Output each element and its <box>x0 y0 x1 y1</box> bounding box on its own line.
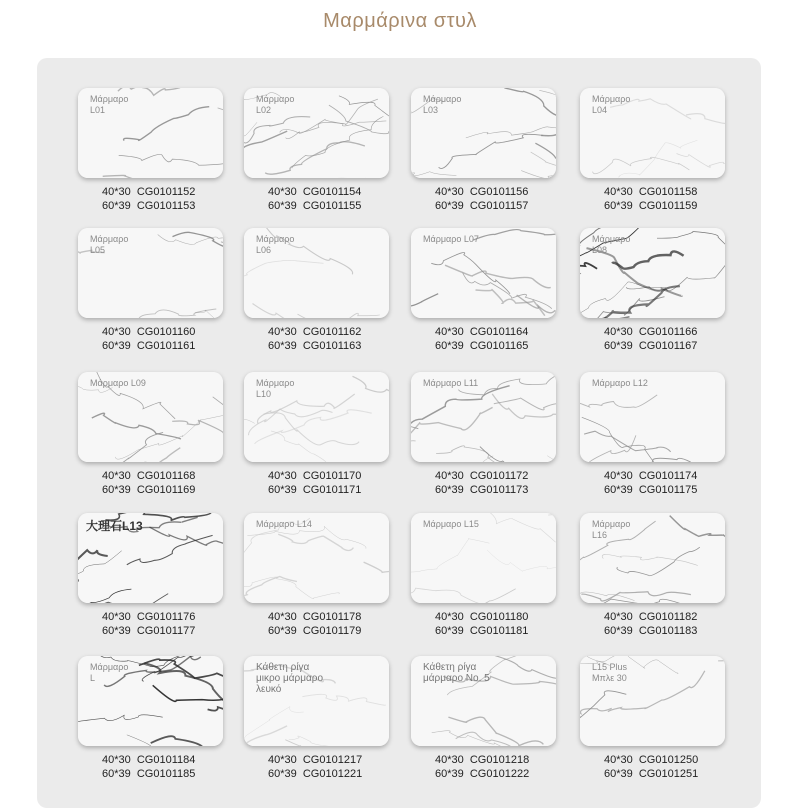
marble-swatch-image <box>411 656 556 746</box>
tile-label: Μάρμαρο L06 <box>256 234 295 255</box>
marble-swatch-image <box>411 88 556 178</box>
tile-label: Μάρμαρο L10 <box>256 378 295 399</box>
code-60x39: 60*39 CG0101251 <box>604 768 699 780</box>
marble-tile[interactable] <box>78 228 223 353</box>
marble-tile[interactable] <box>411 228 556 353</box>
tile-label: L15 Plus Μπλε 30 <box>592 662 628 683</box>
product-codes <box>604 610 734 638</box>
product-codes <box>102 753 232 781</box>
marble-tile[interactable] <box>244 88 389 213</box>
code-60x39: 60*39 CG0101153 <box>102 200 196 212</box>
code-40x30: 40*30 CG0101172 <box>435 470 529 482</box>
tile-label: Μάρμαρο L03 <box>423 94 462 115</box>
product-codes <box>102 185 232 213</box>
tile-label: Μάρμαρο L12 <box>592 378 648 388</box>
marble-tile[interactable] <box>78 656 223 781</box>
tile-label: Μάρμαρο L04 <box>592 94 631 115</box>
code-60x39: 60*39 CG0101175 <box>604 484 698 496</box>
marble-swatch-image <box>580 88 725 178</box>
product-codes <box>102 325 232 353</box>
tile-label: Μάρμαρο L11 <box>423 378 479 388</box>
product-codes <box>268 753 398 781</box>
code-40x30: 40*30 CG0101182 <box>604 611 698 623</box>
code-60x39: 60*39 CG0101181 <box>435 625 529 637</box>
code-40x30: 40*30 CG0101156 <box>435 186 529 198</box>
product-codes <box>604 185 734 213</box>
product-codes <box>268 185 398 213</box>
code-40x30: 40*30 CG0101184 <box>102 754 196 766</box>
marble-swatch-image <box>244 88 389 178</box>
code-60x39: 60*39 CG0101222 <box>435 768 530 780</box>
code-40x30: 40*30 CG0101164 <box>435 326 529 338</box>
product-codes <box>435 610 565 638</box>
code-60x39: 60*39 CG0101185 <box>102 768 196 780</box>
code-60x39: 60*39 CG0101179 <box>268 625 362 637</box>
code-60x39: 60*39 CG0101157 <box>435 200 529 212</box>
code-60x39: 60*39 CG0101163 <box>268 340 362 352</box>
marble-swatch-image <box>411 513 556 603</box>
tile-label: Μάρμαρο L14 <box>256 519 312 529</box>
marble-swatch-image <box>78 372 223 462</box>
code-40x30: 40*30 CG0101180 <box>435 611 529 623</box>
marble-swatch-image <box>580 656 725 746</box>
marble-tile[interactable] <box>244 372 389 497</box>
code-40x30: 40*30 CG0101160 <box>102 326 196 338</box>
tile-label: Μάρμαρο L16 <box>592 519 631 540</box>
product-codes <box>604 325 734 353</box>
tile-label: Μάρμαρο L05 <box>90 234 129 255</box>
code-60x39: 60*39 CG0101161 <box>102 340 196 352</box>
code-60x39: 60*39 CG0101159 <box>604 200 698 212</box>
marble-tile[interactable] <box>411 372 556 497</box>
code-40x30: 40*30 CG0101170 <box>268 470 362 482</box>
tile-label: Μάρμαρο L15 <box>423 519 479 529</box>
product-codes <box>604 753 734 781</box>
code-40x30: 40*30 CG0101176 <box>102 611 196 623</box>
code-40x30: 40*30 CG0101166 <box>604 326 698 338</box>
code-60x39: 60*39 CG0101165 <box>435 340 529 352</box>
code-60x39: 60*39 CG0101171 <box>268 484 362 496</box>
code-40x30: 40*30 CG0101250 <box>604 754 699 766</box>
marble-swatch-image <box>580 513 725 603</box>
marble-swatch-image <box>244 372 389 462</box>
product-codes <box>435 469 565 497</box>
marble-swatch-image <box>411 372 556 462</box>
code-40x30: 40*30 CG0101174 <box>604 470 698 482</box>
marble-tile[interactable] <box>78 513 223 638</box>
code-40x30: 40*30 CG0101218 <box>435 754 530 766</box>
marble-swatch-image <box>580 228 725 318</box>
tile-label: Μάρμαρο L07 <box>423 234 479 244</box>
marble-tile[interactable] <box>244 656 389 781</box>
marble-tile[interactable] <box>580 228 725 353</box>
code-60x39: 60*39 CG0101177 <box>102 625 196 637</box>
code-40x30: 40*30 CG0101152 <box>102 186 196 198</box>
marble-swatch-image <box>78 656 223 746</box>
marble-tile[interactable] <box>78 372 223 497</box>
code-60x39: 60*39 CG0101173 <box>435 484 529 496</box>
product-codes <box>435 185 565 213</box>
marble-tile[interactable] <box>411 88 556 213</box>
tile-label: Κάθετη ρίγα μικρο μάρμαρο λευκό <box>256 662 324 695</box>
code-40x30: 40*30 CG0101158 <box>604 186 698 198</box>
marble-tile[interactable] <box>411 656 556 781</box>
code-60x39: 60*39 CG0101221 <box>268 768 363 780</box>
product-codes <box>102 469 232 497</box>
tile-label: Μάρμαρο L <box>90 662 129 683</box>
product-codes <box>435 753 565 781</box>
marble-swatch-image <box>580 372 725 462</box>
code-40x30: 40*30 CG0101168 <box>102 470 196 482</box>
code-40x30: 40*30 CG0101162 <box>268 326 362 338</box>
marble-swatch-image <box>78 513 223 603</box>
code-40x30: 40*30 CG0101217 <box>268 754 363 766</box>
product-codes <box>268 325 398 353</box>
code-60x39: 60*39 CG0101169 <box>102 484 196 496</box>
product-codes <box>604 469 734 497</box>
product-codes <box>268 469 398 497</box>
marble-swatch-image <box>411 228 556 318</box>
marble-tile[interactable] <box>78 88 223 213</box>
marble-swatch-image <box>78 88 223 178</box>
tile-label: Μάρμαρο L01 <box>90 94 129 115</box>
code-40x30: 40*30 CG0101154 <box>268 186 362 198</box>
marble-swatch-image <box>78 228 223 318</box>
tile-label: 大理石L13 <box>86 519 143 533</box>
marble-swatch-image <box>244 656 389 746</box>
tile-label: Μάρμαρο L02 <box>256 94 295 115</box>
marble-tile[interactable] <box>244 228 389 353</box>
code-60x39: 60*39 CG0101167 <box>604 340 698 352</box>
marble-tile[interactable] <box>580 656 725 781</box>
product-codes <box>102 610 232 638</box>
marble-swatch-image <box>244 228 389 318</box>
marble-tile[interactable] <box>411 513 556 638</box>
tile-label: Κάθετη ρίγα μάρμαρο No. 5 <box>423 662 490 684</box>
marble-tile[interactable] <box>244 513 389 638</box>
page-title: Μαρμάρινα στυλ <box>323 10 477 32</box>
code-40x30: 40*30 CG0101178 <box>268 611 362 623</box>
marble-tile[interactable] <box>580 372 725 497</box>
code-60x39: 60*39 CG0101155 <box>268 200 362 212</box>
tile-label: Μάρμαρο L09 <box>90 378 146 388</box>
marble-swatch-image <box>244 513 389 603</box>
product-codes <box>435 325 565 353</box>
marble-tile[interactable] <box>580 88 725 213</box>
product-codes <box>268 610 398 638</box>
marble-tile[interactable] <box>580 513 725 638</box>
tile-label: Μάρμαρο L08 <box>592 234 631 255</box>
code-60x39: 60*39 CG0101183 <box>604 625 698 637</box>
